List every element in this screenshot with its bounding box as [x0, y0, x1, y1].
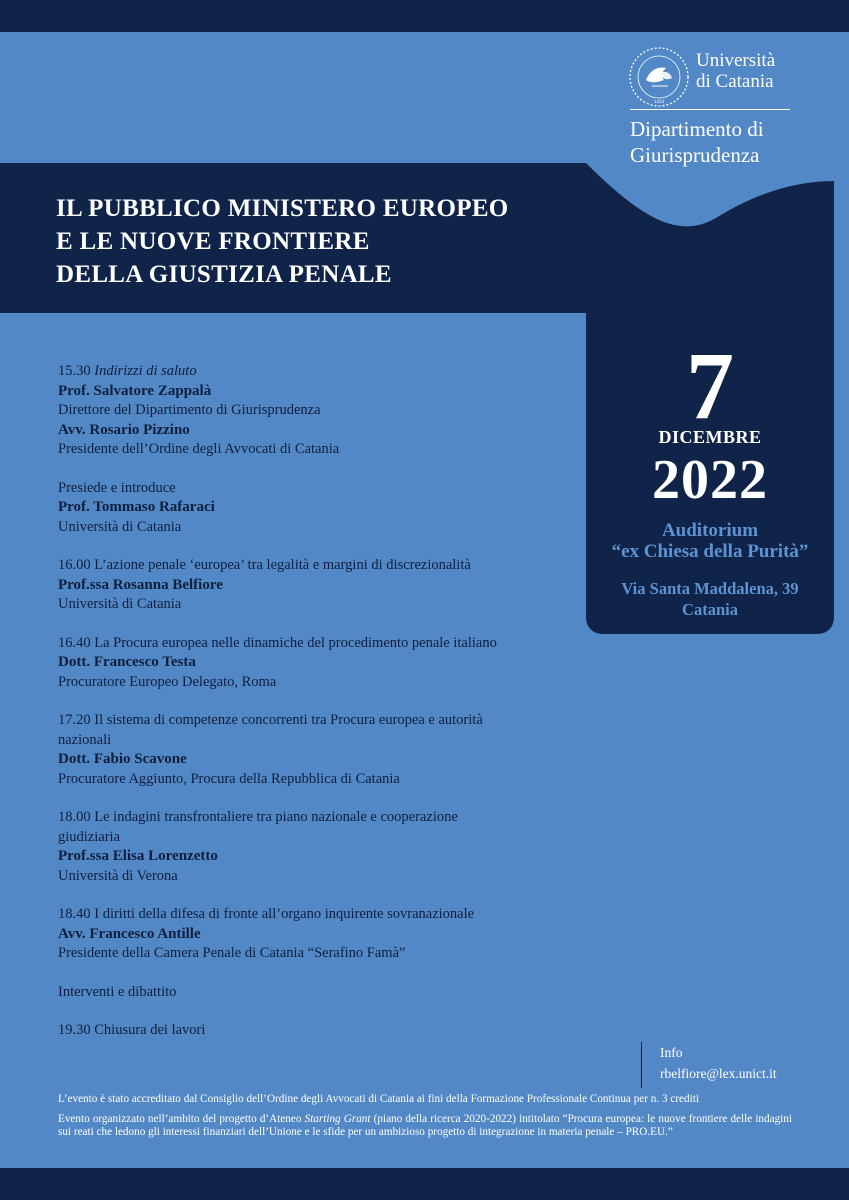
program-topic: Presiede e introduce	[58, 479, 176, 496]
seal-year: 1434	[654, 100, 664, 105]
program-topic: 18.40 I diritti della difesa di fronte all’organo inquirente sovranazionale	[58, 906, 475, 922]
program-item-chair	[58, 479, 618, 538]
accreditation-note: L’evento è stato accreditato dal Consiglio dell’Ordine degli Avvocati di Catania ai fini della Formazione Professionale Continua per n. 3 crediti	[58, 1093, 699, 1105]
department-name-line1: Dipartimento di	[630, 117, 764, 141]
project-note-part1: Evento organizzato nell’ambito del progetto d’Ateneo	[58, 1112, 305, 1125]
date-venue-panel	[586, 310, 834, 634]
university-name-line1: Università	[696, 50, 776, 71]
program-item-heading	[58, 362, 618, 382]
department-name	[630, 116, 798, 168]
program-topic: Indirizzi di saluto	[94, 363, 197, 379]
event-title-line2: E LE NUOVE FRONTIERE	[56, 228, 370, 255]
speaker-name: Dott. Fabio Scavone	[58, 751, 187, 767]
speaker-role: Università di Catania	[58, 596, 182, 612]
info-email-link[interactable]: rbelfiore@lex.unict.it	[660, 1066, 777, 1081]
speaker-role: Presidente dell’Ordine degli Avvocati di Catania	[58, 441, 340, 457]
program-item-1800	[58, 808, 618, 886]
venue-line1: Auditorium	[661, 520, 759, 541]
footer-notes	[58, 1093, 792, 1146]
program-topic: 16.00 L’azione penale ‘europea’ tra legalità e margini di discrezionalità	[58, 557, 471, 573]
program-topic: 19.30 Chiusura dei lavori	[58, 1022, 206, 1038]
venue-address-city: Catania	[682, 600, 738, 619]
program-item-1600	[58, 556, 618, 615]
speaker-role: Università di Verona	[58, 867, 178, 884]
program-topic: 17.20 Il sistema di competenze concorrenti tra Procura europea e autorità	[58, 712, 483, 728]
university-name-line2: di Catania	[696, 71, 774, 92]
program-item-debate	[58, 983, 618, 1003]
speaker-name: Prof. Tommaso Rafaraci	[58, 499, 215, 515]
top-bar	[0, 0, 849, 32]
speaker-name: Dott. Francesco Testa	[58, 654, 196, 670]
program-topic: Interventi e dibattito	[58, 983, 177, 1000]
speaker-role: Università di Catania	[58, 518, 182, 535]
program-topic-continued: giudiziaria	[58, 828, 121, 845]
event-title-line1: IL PUBBLICO MINISTERO EUROPEO	[56, 195, 509, 222]
program-time: 15.30	[58, 363, 91, 379]
program-item-1840	[58, 905, 618, 964]
event-year: 2022	[652, 449, 768, 511]
venue-address-street: Via Santa Maddalena, 39	[621, 579, 799, 598]
speaker-role: Presidente della Camera Penale di Catania “Serafino Famà”	[58, 945, 406, 961]
bottom-bar	[0, 1168, 849, 1200]
venue-address	[586, 578, 834, 620]
speaker-role: Procuratore Europeo Delegato, Roma	[58, 673, 277, 690]
program-item-1640	[58, 634, 618, 693]
event-title	[56, 192, 576, 291]
university-name	[696, 50, 806, 92]
program-item-closing	[58, 1021, 618, 1041]
program-item-welcome	[58, 362, 618, 460]
project-note-grant: Starting Grant	[304, 1112, 371, 1125]
project-note-part2: (piano della ricerca 2020-2022) intitolato “Procura europea: le nuove frontiere delle indagini sui reati che ledono gli interessi finanziari dell’Unione e le sfide per un ambizioso progetto di integrazione in materia penale – PRO.EU.”	[58, 1112, 792, 1138]
speaker-name: Prof.ssa Rosanna Belfiore	[58, 576, 223, 593]
program-topic-continued: nazionali	[58, 731, 112, 748]
university-seal-icon	[628, 46, 690, 108]
speaker-name: Prof.ssa Elisa Lorenzetto	[58, 848, 218, 864]
speaker-name: Prof. Salvatore Zappalà	[58, 382, 212, 399]
event-day: 7	[686, 332, 734, 439]
venue-name	[586, 520, 834, 562]
title-band-tab	[586, 163, 834, 313]
speaker-role: Procuratore Aggiunto, Procura della Repubblica di Catania	[58, 770, 400, 787]
info-contact	[641, 1042, 777, 1088]
project-note	[58, 1113, 792, 1140]
department-name-line2: Giurisprudenza	[630, 143, 760, 167]
speaker-role: Direttore del Dipartimento di Giurisprudenza	[58, 402, 321, 418]
program-topic: 18.00 Le indagini transfrontaliere tra piano nazionale e cooperazione	[58, 809, 458, 825]
venue-line2: “ex Chiesa della Purità”	[611, 541, 809, 562]
program-topic: 16.40 La Procura europea nelle dinamiche del procedimento penale italiano	[58, 634, 497, 651]
program-schedule	[58, 362, 618, 1060]
program-item-1720	[58, 711, 618, 789]
speaker-name: Avv. Rosario Pizzino	[58, 421, 190, 438]
speaker-name: Avv. Francesco Antille	[58, 925, 201, 942]
logo-divider	[630, 109, 790, 110]
event-month: DICEMBRE	[658, 427, 762, 447]
event-title-line3: DELLA GIUSTIZIA PENALE	[56, 261, 392, 288]
info-label: Info	[660, 1045, 683, 1060]
